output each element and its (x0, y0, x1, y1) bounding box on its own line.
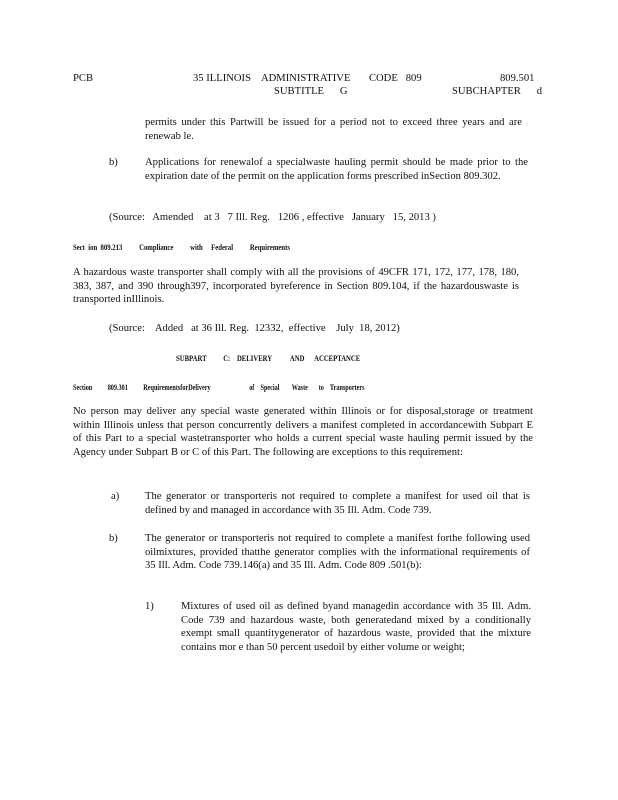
item-b-text: Applications for renewalof a specialwaste hauling permit should be made prior to the expiration date of the permit on the application forms prescribed inSection 809.302. (145, 157, 528, 182)
subitem-1-text: Mixtures of used oil as defined byand managedin accordance with 35 Ill. Adm. Code 739 and hazardous waste, both generatedand mixed by a conditionally exempt small quantitygenerator of hazardous waste, provided that the mixture contains mor e than 50 percent usedoil by either volume or weight; (181, 601, 531, 653)
continuation-paragraph: permits under this Partwill be issued for a period not to exceed three years and are renewab le. (145, 117, 522, 142)
header-center-line2: SUBTITLE G (274, 86, 348, 97)
item-b2-text: The generator or transporteris not required to complete a manifest forthe following used oilmixtures, provided thatthe generator complies with the informational requirements of 35 Ill. Adm. Code 739.146(a) and 35 Ill. Adm. Code 809 .501(b): (145, 533, 530, 572)
section-809-301-text: No person may deliver any special waste generated within Illinois or for disposal,storage or treatment within Illinois unless that person concurrently delivers a manifest completed in accordancewith Subpart E of this Part to a special wastetransporter who holds a current special waste hauling permit issued by the Agency under Subpart B or C of this Part. The following are exceptions to this requirement: (73, 406, 533, 458)
section-heading-809-301: Section 809.301 RequirementsforDelivery of Special Waste to Transporters (73, 382, 365, 392)
section-heading-809-213: Sect ion 809.213 Compliance with Federal Requirements (73, 242, 290, 252)
header-right-line1: 809.501 (500, 73, 535, 84)
item-b-label: b) (109, 157, 118, 168)
item-a-label: a) (111, 491, 120, 502)
header-right-line2: SUBCHAPTER d (452, 86, 543, 97)
subitem-1-label: 1) (145, 601, 154, 612)
header-left: PCB (73, 73, 94, 84)
item-b2-label: b) (109, 533, 118, 544)
header-center-line1: 35 ILLINOIS ADMINISTRATIVE CODE 809 (193, 73, 422, 84)
source-note-amended: (Source: Amended at 3 7 Ill. Reg. 1206 , effective January 15, 2013 ) (109, 212, 436, 223)
source-note-added: (Source: Added at 36 Ill. Reg. 12332, effective July 18, 2012) (109, 323, 400, 334)
subpart-heading: SUBPART C: DELIVERY AND ACCEPTANCE (176, 353, 361, 363)
item-a-text: The generator or transporteris not required to complete a manifest for used oil that is defined by and managed in accordance with 35 Ill. Adm. Code 739. (145, 491, 530, 516)
section-809-213-text: A hazardous waste transporter shall comply with all the provisions of 49CFR 171, 172, 177, 178, 180, 383, 387, and 390 through397, incorporated byreference in Section 809.104, if the hazardouswaste is transported inIllinois. (73, 267, 519, 306)
